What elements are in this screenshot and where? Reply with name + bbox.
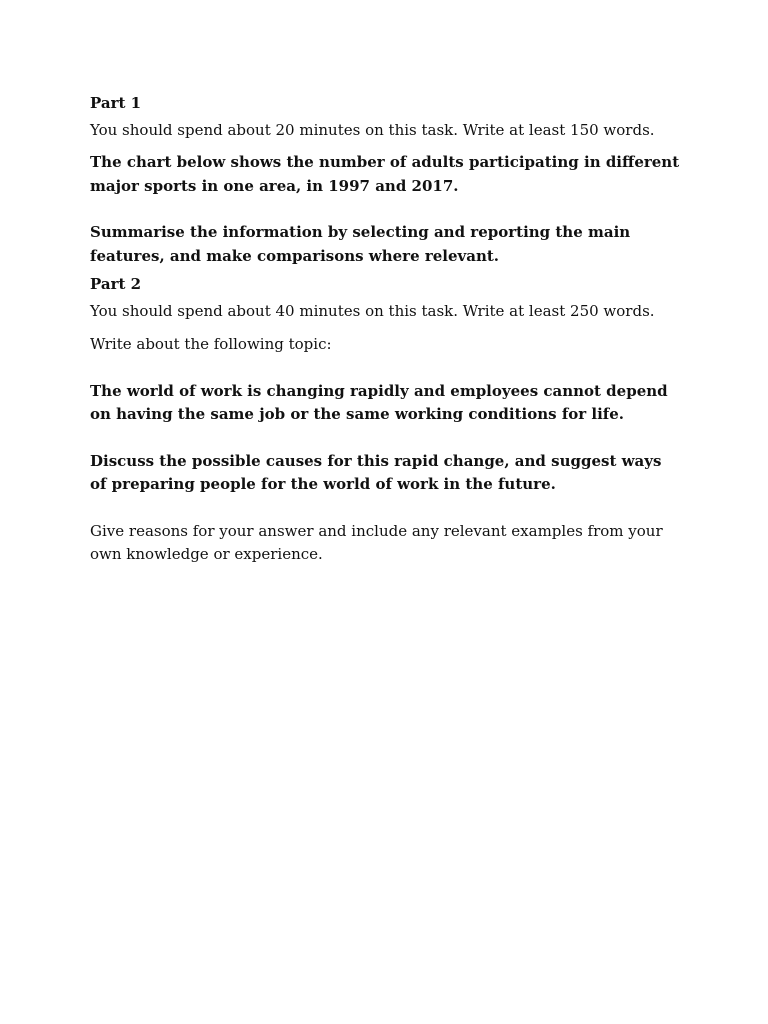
part1-section — [90, 92, 678, 268]
part1-prompt: The chart below shows the number of adults participating in different major sports in one area, in 1997 and 2017. — [90, 153, 680, 195]
part2-statement: The world of work is changing rapidly and employees cannot depend on having the same job or the same working conditions for life. — [90, 381, 668, 423]
part1-instruction: You should spend about 20 minutes on this task. Write at least 150 words. — [90, 120, 655, 139]
part2-section — [90, 273, 678, 567]
part2-topic-intro: Write about the following topic: — [90, 335, 332, 353]
part1-summary: Summarise the information by selecting and reporting the main features, and make comparisons where relevant. — [90, 223, 631, 265]
part1-heading: Part 1 — [90, 94, 142, 112]
part2-task: Discuss the possible causes for this rapid change, and suggest ways of preparing people for the world of work in the future. — [90, 451, 662, 493]
part2-instruction: You should spend about 40 minutes on this task. Write at least 250 words. — [90, 301, 655, 320]
part2-closing: Give reasons for your answer and include any relevant examples from your own knowledge or experience. — [90, 521, 663, 563]
part2-heading: Part 2 — [90, 275, 142, 293]
